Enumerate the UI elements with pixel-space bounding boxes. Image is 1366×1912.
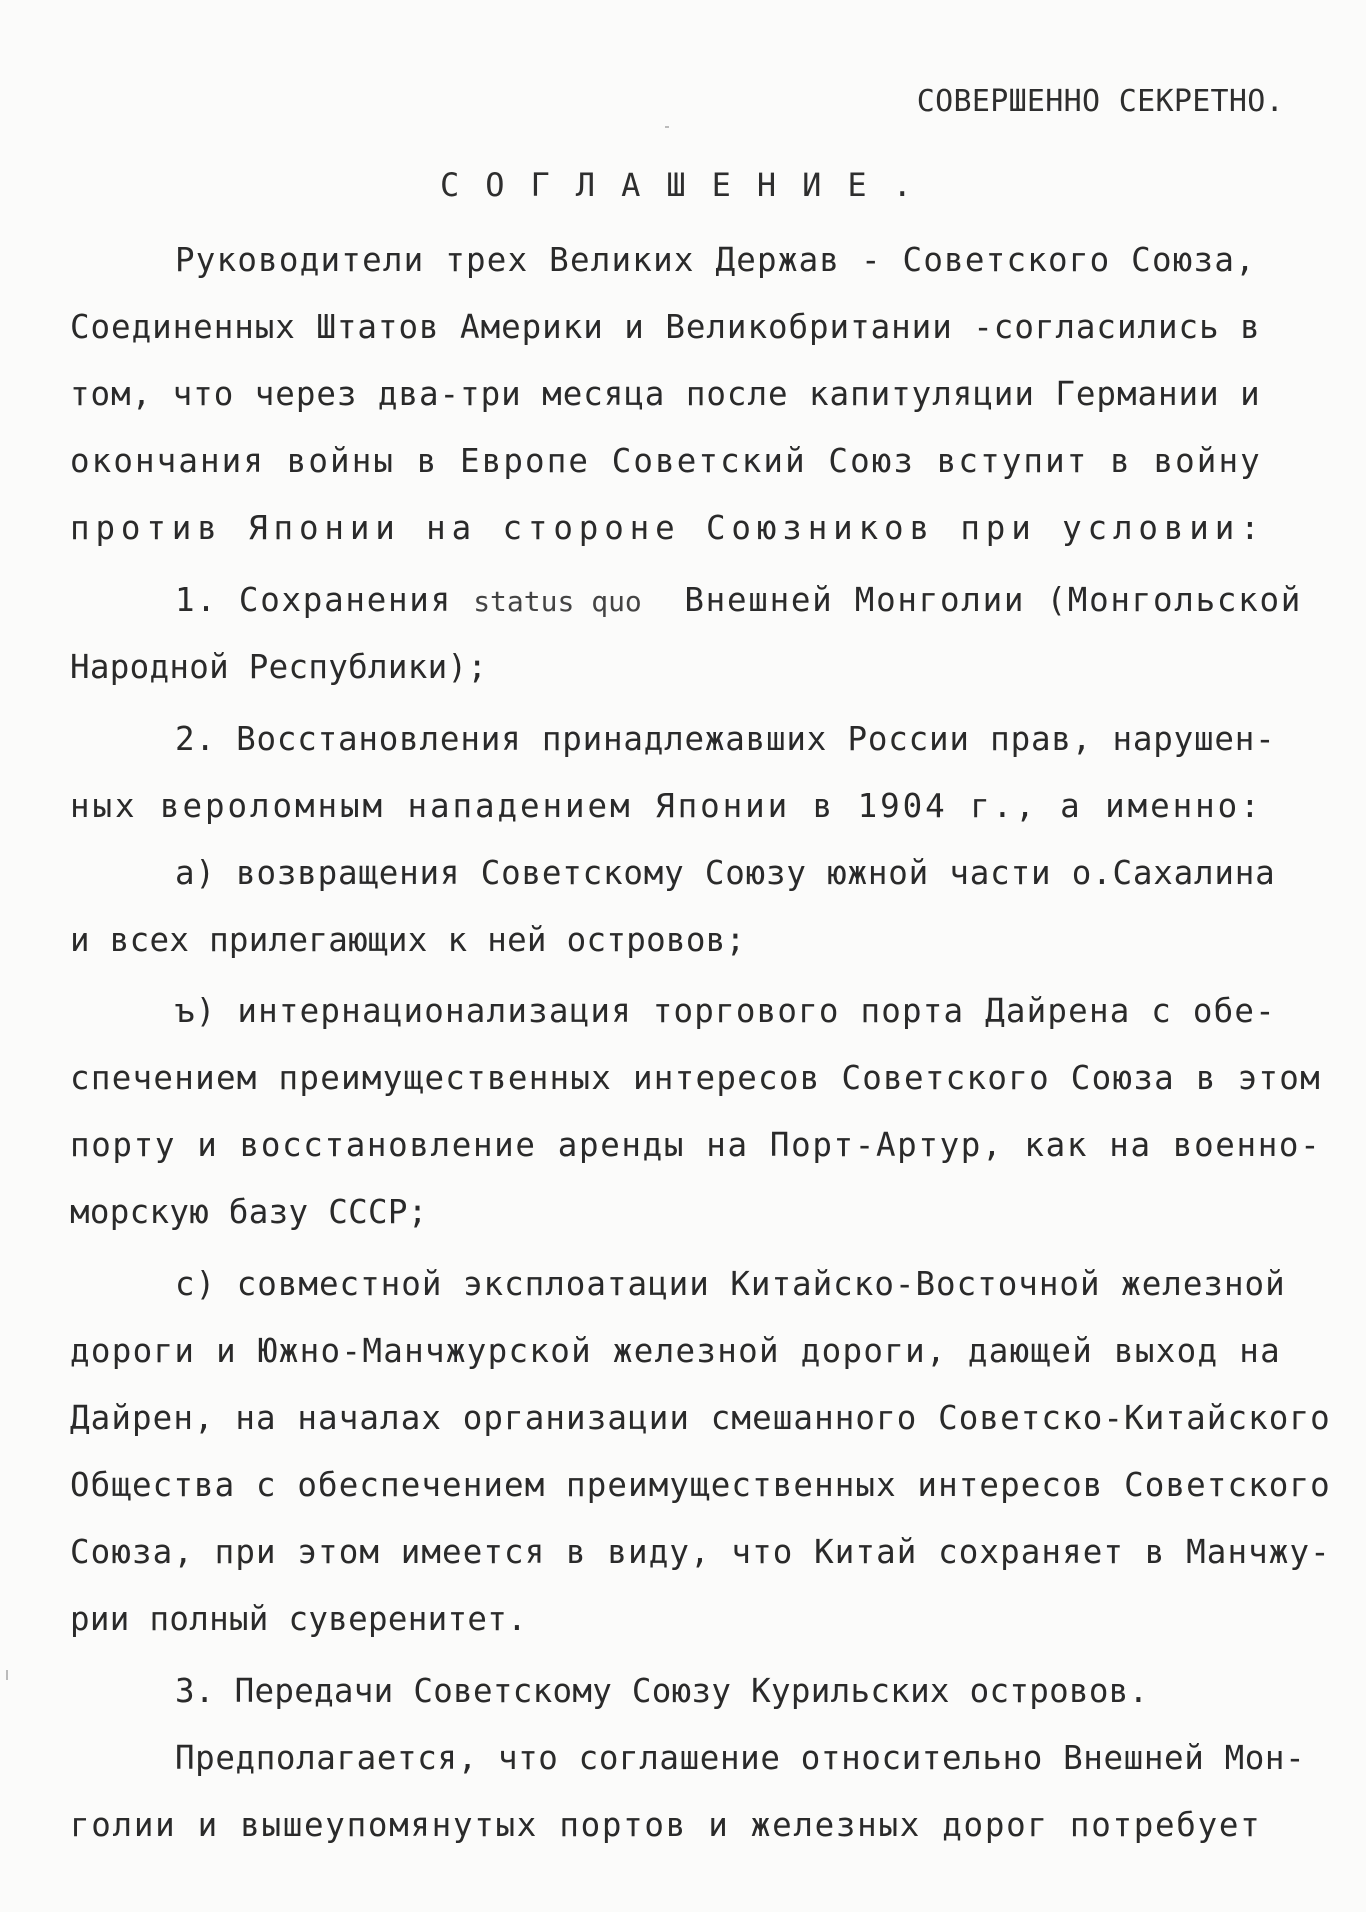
item2b-line: ъ) интернационализация торгового порта Дайрена с обе-: [175, 992, 1276, 1030]
item3-line: 3. Передачи Советскому Союзу Курильских островов.: [175, 1672, 1149, 1710]
paper-speck: [665, 126, 669, 128]
item2b-line: морскую базу СССР;: [70, 1193, 428, 1231]
item2a-line: а) возвращения Советскому Союзу южной части о.Сахалина: [175, 854, 1276, 892]
item1-latin-term: status quo: [473, 585, 642, 618]
closing-line: Предполагается, что соглашение относительно Внешней Мон-: [175, 1739, 1306, 1777]
item2b-line: порту и восстановление аренды на Порт-Артур, как на военно-: [70, 1126, 1322, 1164]
item1-continuation: Народной Республики);: [70, 648, 488, 686]
item2a-line: и всех прилегающих к ней островов;: [70, 921, 746, 959]
item2-line: 2. Восстановления принадлежавших России прав, нарушен-: [175, 720, 1276, 758]
item1-suffix: Внешней Монголии (Монгольской: [641, 581, 1303, 619]
paper-speck: [6, 1670, 8, 1680]
item2c-line: Союза, при этом имеется в виду, что Китай сохраняет в Манчжу-: [70, 1533, 1331, 1571]
item2c-line: Дайрен, на началах организации смешанного Советско-Китайского: [70, 1399, 1331, 1437]
item2c-line: дороги и Южно-Манчжурской железной дороги, дающей выход на: [70, 1332, 1282, 1370]
preamble-line: том, что через два-три месяца после капитуляции Германии и: [70, 375, 1261, 413]
item1-line: [175, 581, 1303, 619]
item2c-line: рии полный суверенитет.: [70, 1600, 527, 1638]
item2b-line: спечением преимущественных интересов Советского Союза в этом: [70, 1059, 1321, 1097]
classification-stamp: СОВЕРШЕННО СЕКРЕТНО.: [916, 84, 1284, 119]
preamble-line: окончания войны в Европе Советский Союз вступит в войну: [70, 442, 1262, 480]
closing-line: голии и вышеупомянутых портов и железных дорог потребует: [70, 1806, 1262, 1844]
preamble-line: Руководители трех Великих Держав - Советского Союза,: [175, 241, 1256, 279]
item2c-line: с) совместной эксплоатации Китайско-Восточной железной: [175, 1265, 1286, 1303]
preamble-line: Соединенных Штатов Америки и Великобритании -согласились в: [70, 308, 1261, 346]
preamble-line: против Японии на стороне Союзников при условии:: [70, 509, 1266, 547]
item1-prefix: 1. Сохранения: [175, 581, 474, 619]
item2-line: ных вероломным нападением Японии в 1904 г., а именно:: [70, 787, 1263, 825]
document-title: СОГЛАШЕНИЕ.: [440, 166, 938, 204]
item2c-line: Общества с обеспечением преимущественных интересов Советского: [70, 1466, 1331, 1504]
